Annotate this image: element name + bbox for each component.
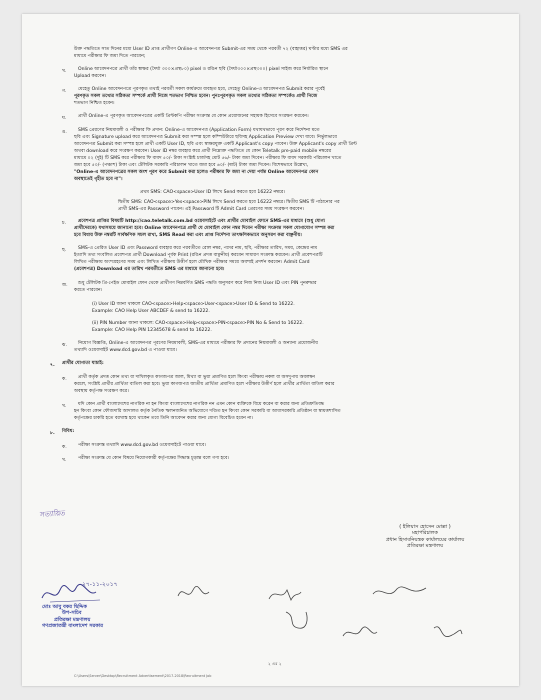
- help-line: (i) User ID জানা থাকলে CAO<space>Help<space>User<space>User ID & Send to 16222.: [92, 302, 295, 307]
- signature-date: ২৭-১১-২০১৭: [82, 581, 118, 588]
- text-line: মাধ্যমে ০২ (দুই) টি SMS করে পরীক্ষার ফি বাবদ ৫০/- টাকা সংশ্লিষ্ট চার্জসহ মোট ৫৬/- টাকা জমা দিবেন। পরীক্ষার ফি বাবদ সরকারি পরিচালন খাতে: [74, 156, 342, 161]
- help-line: Example: CAO Help User ABCDEF & send to 16222.: [92, 309, 210, 314]
- signatory-right: [340, 524, 510, 550]
- help-line: (ii) PIN Number জানা থাকলে: CAO<space>Help<space>PIN<space>PIN No & Send to 16222.: [92, 321, 304, 326]
- signatory-title: উপ-সচিব: [62, 610, 82, 617]
- text-line: ইত্যাদি তথ্য সংবলিত প্রবেশপত্র প্রার্থী Download পূর্বক Print (রঙিন প্রদত্ত বাঞ্ছনীয়) করবেন সাধারণ সংক্রান্ত করবেন। প্রার্থী প্রবেশপত্রটি: [74, 253, 323, 258]
- text-line: যেহেতু Online আবেদনপত্রে পূরণকৃত তথ্যই পরবর্তী সকল কার্যক্রমে ব্যবহৃত হবে, সেহেতু Online-এ আবেদনপত্র Submit করার পূর্বেই: [78, 87, 325, 92]
- page-number: ২ এর ২: [268, 661, 282, 666]
- section-heading: প্রার্থীর যোগ্যতা যাচাই:: [62, 361, 104, 366]
- item-number: ক.: [62, 445, 67, 450]
- sms-instruction: প্রথম SMS: CAO<space>User ID লিখে Send করতে হবে 16222 নম্বরে।: [140, 190, 285, 195]
- signatory-office: প্রধান হিসাবনিয়ন্ত্রক কার্যালয়ের কার্যালয়: [385, 536, 465, 543]
- text-line: Online আবেদনপত্রে প্রার্থী তাঁর স্বাক্ষর (দৈর্ঘ্য ৩০০×প্রস্থ৮০) pixel ও রঙিন ছবি (দৈর্ঘ্য৩০০×প্রস্থ৩০০) pixel সাইজ করে নির্ধারিত স্থানে: [78, 67, 329, 72]
- item-number: জ.: [62, 283, 68, 288]
- item-number: ঙ.: [62, 130, 67, 135]
- text-line: শুধু টেলিটক প্রি-পেইড মোবাইল ফোন থেকে প্রার্থীগণ নিম্নবর্ণিত SMS পদ্ধতি অনুসরণ করে নিজ নিজ User ID এবং PIN পুনরুদ্ধার: [78, 281, 317, 286]
- text-line: SMS-এ প্রেরিত User ID এবং Password ব্যবহার করে পরবর্তীতে রোল নম্বর, পদের নাম, ছবি, পরীক্ষার তারিখ, সময়, কেন্দ্রের নাম: [78, 246, 318, 251]
- attested-stamp: সত্যায়িত: [39, 509, 66, 519]
- section-number: ৭.: [50, 363, 55, 368]
- signatory-title: মহাপরিচালক: [412, 530, 438, 537]
- item-number: খ.: [62, 404, 67, 409]
- help-line: Example: CAO Help PIN 12345678 & send to 16222.: [92, 328, 212, 333]
- text-line: প্রবেশপত্র প্রাপ্তির বিষয়টি http://cao.teletalk.com.bd ওয়েবসাইটে এবং প্রার্থীর মোবাইল ফোনে SMS-এর মাধ্যমে (শুধু যোগ্য: [78, 219, 325, 224]
- text-line: উক্ত পদ্ধতিতে সাত দিনের মধ্যে User ID প্রাপ্ত প্রার্থীগণ Online-এ আবেদনপত্র Submit-এর সময় থেকে পরবর্তী ৭২ (বাহাত্তর) ঘণ্টার মধ্যে SMS এর: [74, 47, 348, 52]
- signatory-org: গণপ্রজাতন্ত্রী বাংলাদেশ সরকার: [42, 623, 103, 630]
- text-line: প্রার্থী Online-এ পূরণকৃত আবেদনপত্রের একটি প্রিন্টকপি পরীক্ষা সংক্রান্ত যে কোন প্রয়োজনের সহায়ক হিসেবে সংরক্ষণ করবেন।: [78, 114, 309, 119]
- signatory-ministry: প্রতিরক্ষা মন্ত্রণালয়: [406, 543, 444, 550]
- text-line: পূরণকৃত সকল তথ্যের সঠিকতা সম্পর্কে প্রার্থী নিজে শতভাগ নিশ্চিত হবেন। পুনঃপূরণকৃত সকল তথ্যের সঠিকতা সম্পর্কেও প্রার্থী নিজে: [74, 94, 318, 99]
- text-line: মাধ্যমে পরীক্ষার ফি জমা দিতে পারবেন;: [74, 54, 146, 59]
- text-line: আবেদনপত্র Submit করা সম্পন্ন হলে প্রার্থী একটি User ID, ছবি এবং স্বাক্ষরযুক্ত একটি Applicant's copy পাবেন। উক্ত Applicant's copy প্রার্থী প্রিন্ট: [74, 142, 357, 147]
- signature-scribble: [430, 620, 466, 644]
- text-line: হন কিংবা কোন ফৌজদারি আদালত কর্তৃক নৈতিক স্খলনজনিত অভিযোগে দণ্ডিত হন কিংবা কোন সরকারি বা আধাসরকারি প্রতিষ্ঠান বা স্বায়ত্তশাসিত: [74, 409, 341, 414]
- text-line: SMS প্রেরণের নিয়মাবলী ও পরীক্ষার ফি প্রদান: Online-এ আবেদনপত্র (Application Form) যথাযথভাবে পূরণ করে নির্দেশনা মতে: [78, 128, 320, 133]
- item-number: ঝ.: [62, 343, 67, 348]
- signature-scribble: [370, 582, 430, 604]
- text-line: প্রার্থীদেরকে) যথাসময়ে জানানো হবে। Online আবেদনপত্রে প্রার্থী যে মোবাইল ফোন নম্বর দিবেন পরীক্ষা সংক্রান্ত সকল যোগাযোগ সম্পন্ন করা: [74, 226, 335, 231]
- text-line: করলে, সংশ্লিষ্ট প্রার্থীর প্রার্থিতা বাতিল করা হবে। ভুয়া কাগজপত্র জাতীয় প্রার্থিতা প্রমাণিত হলে পরীক্ষার উত্তীর্ণ হলে প্রার্থীর প্রার্থিতা বাতিল করার: [74, 382, 335, 387]
- section-heading: বিবিধ:: [62, 429, 75, 434]
- item-number: খ.: [62, 458, 67, 463]
- sms-instruction: প্রার্থী SMS-এর Password পাবেন। এই Password টি Admit Card প্রেরণের সময় সংরক্ষণ করবেন।: [118, 207, 305, 212]
- text-line: অবস্থায় কর্তৃপক্ষ সংরক্ষণ করে।: [74, 389, 129, 394]
- text-line: তথ্যাদি ওয়েবসাইট www.dcd.gov.bd এ পাওয়া যাবে।: [74, 348, 177, 353]
- text-line: ছবি এবং Signature upload করে আবেদনপত্র Submit করা সম্পন্ন হলে কম্পিউটারে ছবিসহ Application Preview দেখা যাবে। নির্ভুলভাবে: [74, 135, 337, 140]
- item-number: ছ.: [62, 248, 67, 253]
- text-line: নিয়োগ বিজ্ঞপ্তি, Online-এ আবেদনপত্র পূরণের নিয়মাবলী, SMS-এর মাধ্যমে পরীক্ষার ফি প্রদানের নিয়মাবলী ও অন্যান্য প্রয়োজনীয়: [78, 341, 318, 346]
- item-number: ক.: [62, 377, 67, 382]
- text-line: (প্রবেশপত্র) Download এর তারিখ পরবর্তীতে SMS এর মাধ্যমে জানানো হবে।: [74, 267, 225, 272]
- file-path-footer: C:\Users\Server\Desktop\Recruitment Advertisement\2017-2018\Recruitment Job: [74, 674, 212, 678]
- text-line: অথবা download করে সংরক্ষণ করবেন। User ID নম্বর ব্যবহার করে প্রার্থী নিম্নোক্ত পদ্ধতিতে যে কোন Teletalk pre-paid mobile নম্বরের: [74, 149, 332, 154]
- text-line: শতভাগ নিশ্চিত হবেন।: [74, 101, 115, 106]
- text-line: জমা হবে ৫০/- (পঞ্চাশ) টাকা এবং টেলিটক সরকারি পরিচালন খাতে জমা হবে ৬০/- (ষাট) টাকা জমা দিবেন। বিশেষভাবে উল্লেখ্য,: [74, 163, 309, 168]
- signatory-office: প্রতিরক্ষা মন্ত্রণালয়: [54, 616, 91, 623]
- signatory-name: ( ইলিয়াস হোসেন মোল্লা ): [399, 524, 451, 530]
- text-line: কর্তৃপক্ষের চাকরি হতে বরখাস্ত হয়ে থাকেন তবে তিনি আবেদন করার জন্য যোগ্য বিবেচিত হবেন না।: [74, 416, 254, 421]
- text-line: হবে বিধায় উক্ত নম্বরটি সার্বক্ষণিক সচল রাখা, SMS Read করা এবং প্রাপ্ত নির্দেশনা তাৎক্ষণিকভাবে অনুসরণ করা বাঞ্ছনীয়।: [74, 233, 302, 238]
- signatory-left: [42, 604, 172, 630]
- item-number: ঘ.: [62, 116, 67, 121]
- signature-scribble: [340, 622, 380, 644]
- section-number: ৮.: [50, 431, 55, 436]
- text-line: প্রার্থী কর্তৃক প্রদত্ত কোন তথ্য বা দাখিলকৃত কাগজপত্র জাল, মিথ্যা বা ভুয়া প্রমাণিত হলে কিংবা পরীক্ষায় নকল বা অসদুপায় অবলম্বন: [78, 375, 315, 380]
- item-number: খ.: [62, 69, 67, 74]
- text-line: Upload করবেন।: [74, 74, 107, 79]
- text-line: "Online-এ আবেদনপত্রের সকল অংশ পূরণ করে Submit করা হলেও পরীক্ষার ফি জমা না দেয়া পর্যন্ত Online আবেদনপত্র কোন: [74, 170, 319, 175]
- text-line: পরীক্ষা সংক্রান্ত যে কোন বিষয়ে নিয়োগকারী কর্তৃপক্ষের সিদ্ধান্ত চূড়ান্ত বলে গণ্য হবে।: [78, 456, 230, 461]
- text-line: লিখিত পরীক্ষায় অংশগ্রহণের সময় এবং লিখিত পরীক্ষায় উত্তীর্ণ হলে মৌখিক পরীক্ষার সময়ে অবশ্যই প্রদর্শন করবেন। Admit Card: [74, 260, 310, 265]
- signature-scribble: [282, 608, 312, 632]
- item-number: চ.: [62, 221, 66, 226]
- text-line: যদি কোন প্রার্থী বাংলাদেশের নাগরিক না হন কিংবা বাংলাদেশের নাগরিক নন এমন কোন ব্যক্তিকে বিয়ে করেন বা করার জন্য প্রতিশ্রুতিবদ্ধ: [78, 402, 325, 407]
- text-line: করতে পারবেন।: [74, 288, 103, 293]
- signature-scribble: [265, 584, 305, 604]
- text-line: পরীক্ষা সংক্রান্ত তথ্যাদি www.dcd.gov.bd ওয়েবসাইটে পাওয়া যাবে।: [78, 443, 206, 448]
- signatory-name: মোঃ আবু বকর ছিদ্দিক: [42, 604, 87, 610]
- sms-instruction: দ্বিতীয় SMS: CAO<space>Yes<space>PIN লিখে Send করতে হবে 16222 নম্বরে। দ্বিতীয় SMS টি পাঠানোর পর: [118, 200, 340, 205]
- item-number: গ.: [62, 89, 67, 94]
- text-line: অবস্থাতেই গৃহীত হবে না"।: [74, 177, 123, 182]
- signature-scribble: [175, 582, 215, 604]
